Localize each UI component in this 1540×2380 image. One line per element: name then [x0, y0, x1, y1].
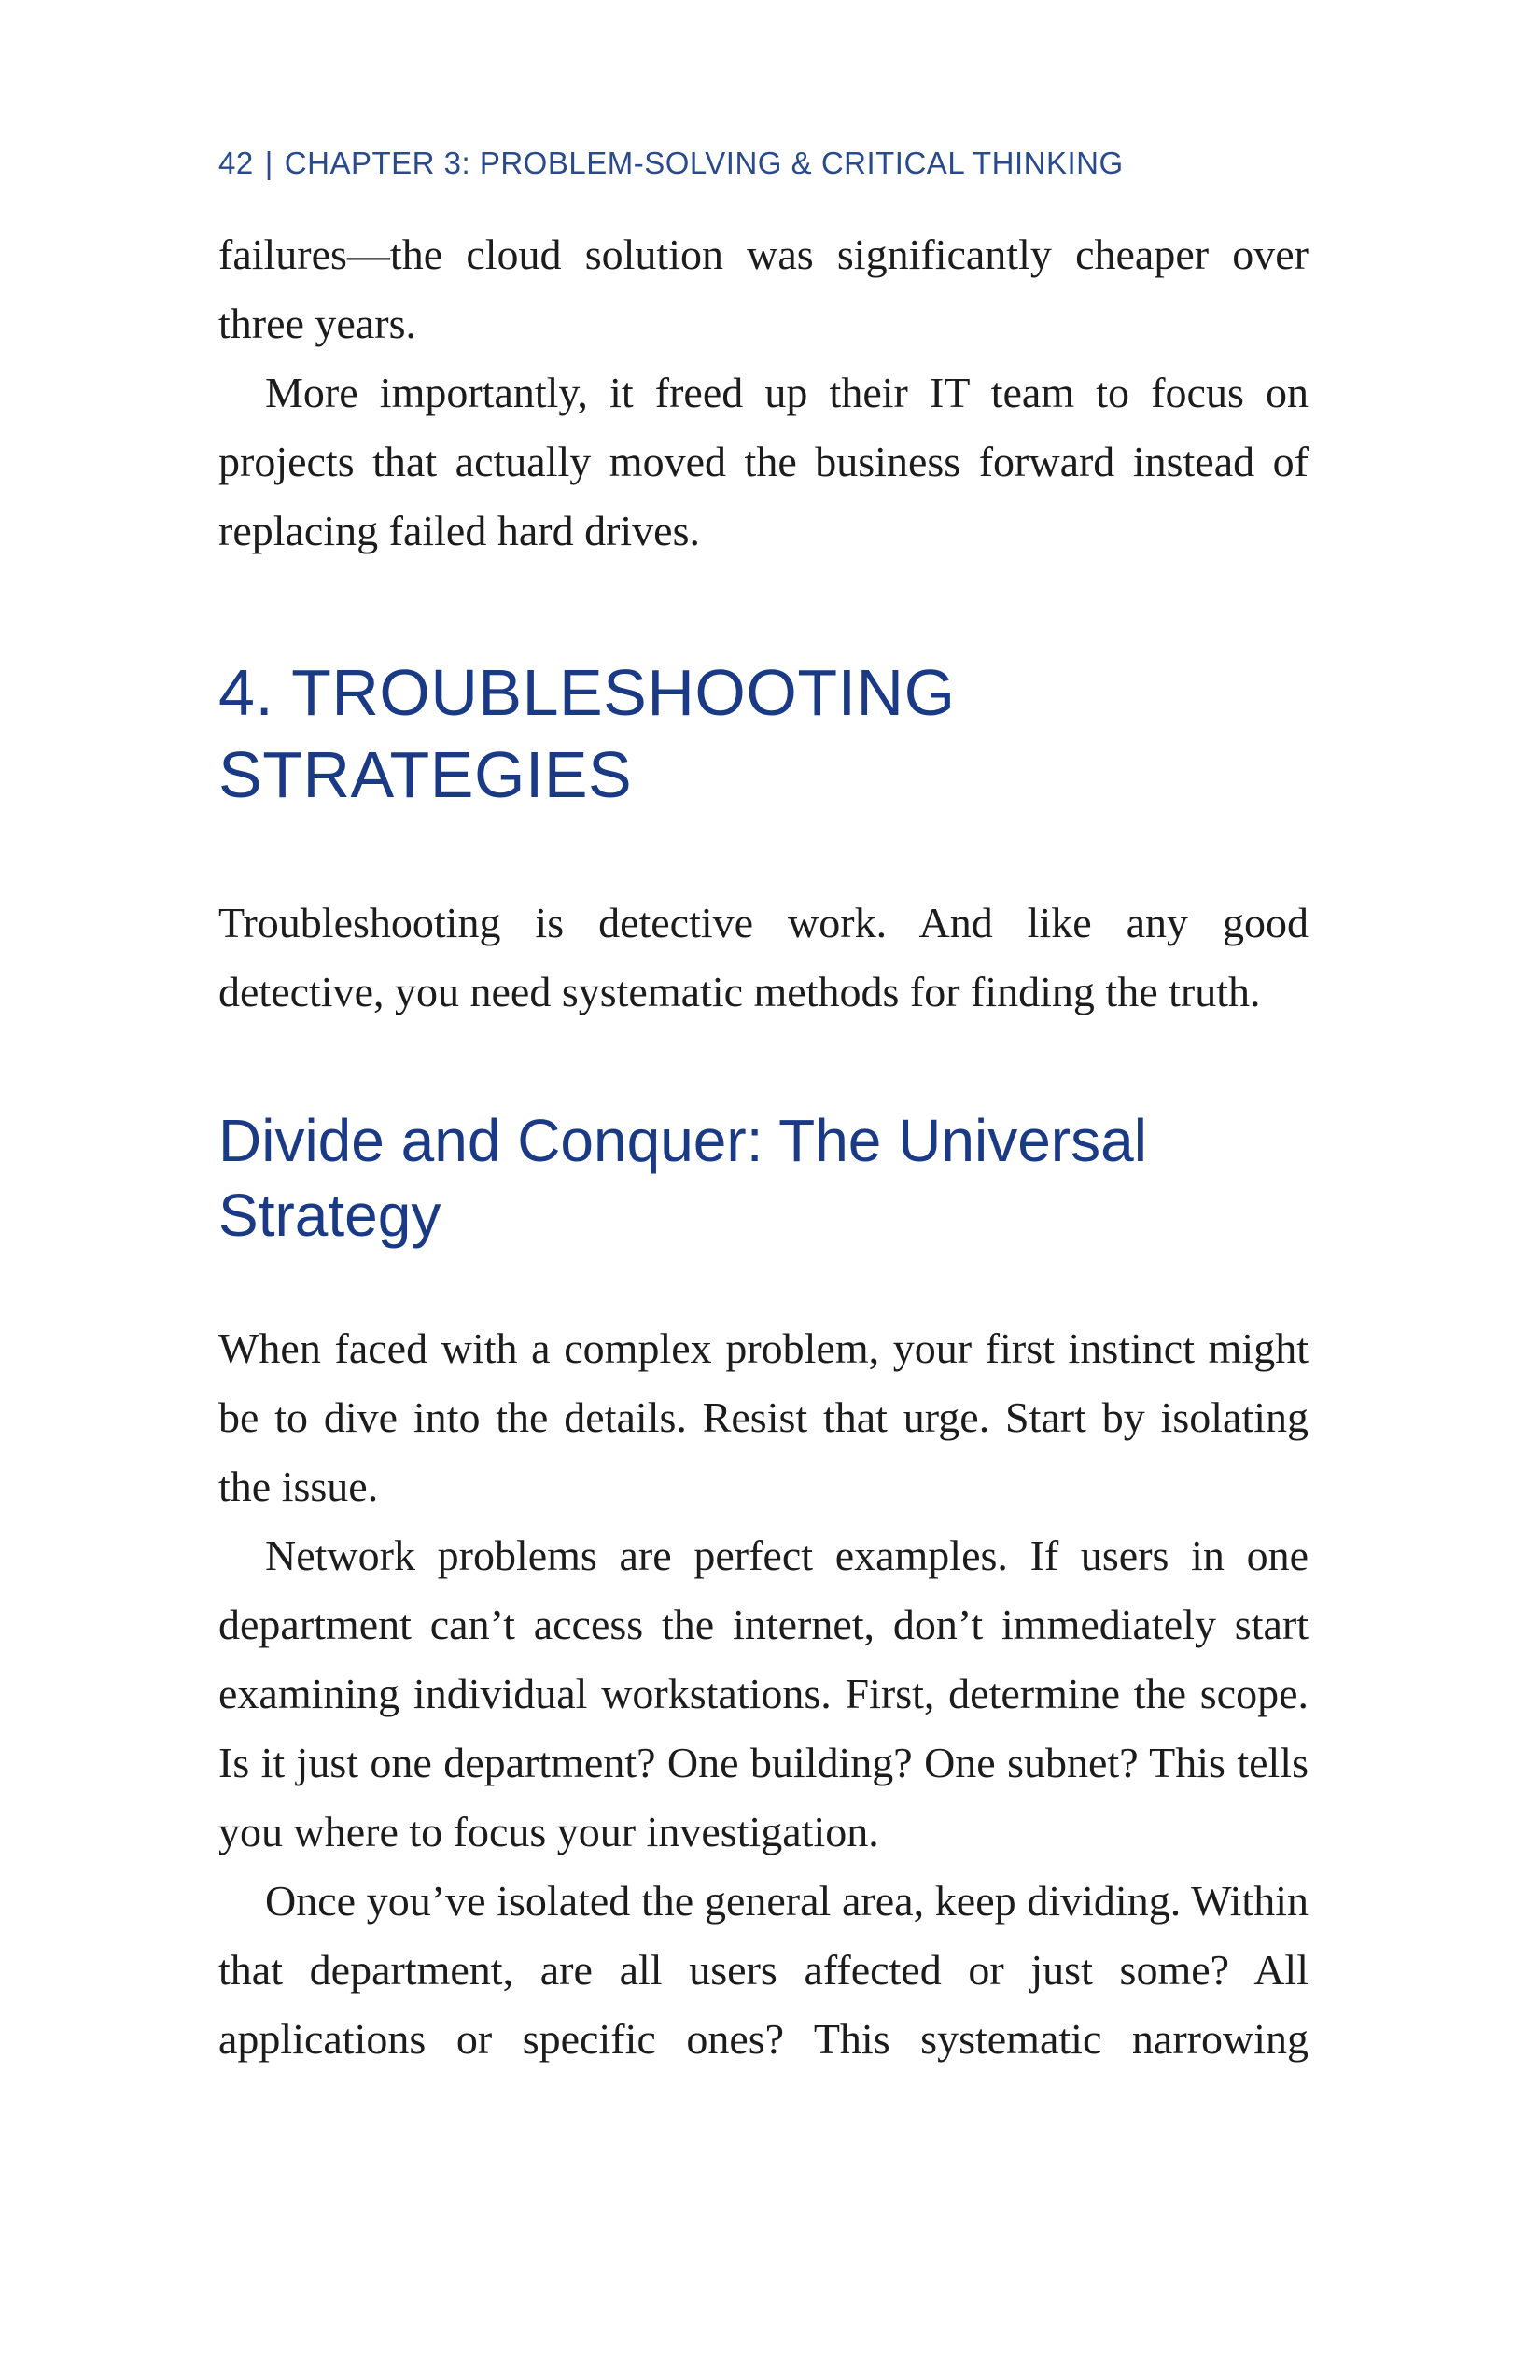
paragraph: When faced with a complex problem, your first instinct might be to dive into the details. Resist that urge. Start by isolating the issue.	[218, 1324, 1309, 1510]
section-heading: 4. TROUBLESHOOTING STRATEGIES	[218, 656, 956, 811]
chapter-title: CHAPTER 3: PROBLEM-SOLVING & CRITICAL THINKING	[284, 146, 1124, 180]
running-head	[218, 146, 1310, 181]
header-separator: |	[264, 146, 273, 180]
paragraph: Network problems are perfect examples. If users in one department can’t access the internet, don’t immediately start examining individual workstations. First, determine the scope. Is it just one department? One building? One subnet? This tells you where to focus your investigation.	[218, 1532, 1309, 1855]
subsection-heading: Divide and Conquer: The Universal Strategy	[218, 1107, 1147, 1249]
page-number: 42	[218, 146, 254, 180]
body-block-3	[218, 1314, 1309, 2074]
paragraph-continues: Once you’ve isolated the general area, keep dividing. Within that department, are all users affected or just some? All applications or specific ones? This systematic narrowing	[218, 1877, 1309, 2063]
paragraph: More importantly, it freed up their IT team to focus on projects that actually moved the business forward instead of replacing failed hard drives.	[218, 369, 1309, 554]
body-block-1	[218, 220, 1309, 566]
paragraph-continued: failures—the cloud solution was significantly cheaper over three years.	[218, 231, 1309, 347]
body-block-2	[218, 889, 1309, 1027]
paragraph-intro: Troubleshooting is detective work. And like any good detective, you need systematic methods for finding the truth.	[218, 899, 1309, 1015]
